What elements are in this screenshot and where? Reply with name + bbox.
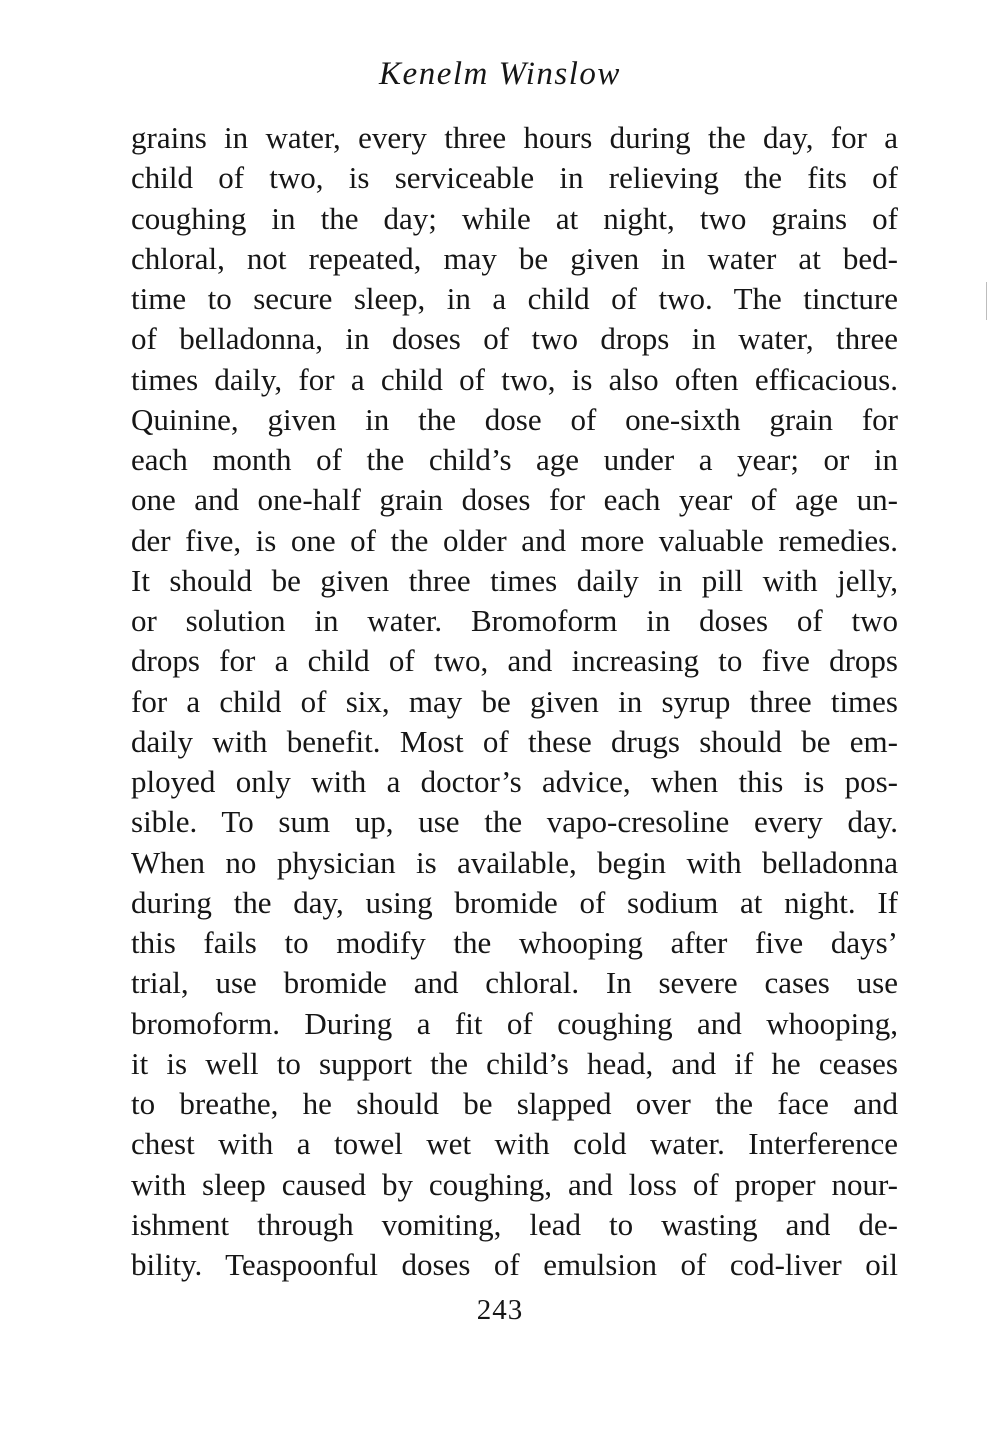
text-line: chloral, not repeated, may be given in water at bed- <box>131 240 898 276</box>
text-line: to breathe, he should be slapped over the face and <box>131 1086 898 1121</box>
body-text <box>131 118 898 1285</box>
text-line: with sleep caused by coughing, and loss of proper nour- <box>131 1166 898 1202</box>
text-line: bromoform. During a fit of coughing and whooping, <box>131 1005 898 1041</box>
text-line: during the day, using bromide of sodium at night. If <box>131 884 898 920</box>
page-number: 243 <box>476 1294 524 1326</box>
text-line: drops for a child of two, and increasing to five drops <box>131 643 898 679</box>
text-line: ishment through vomiting, lead to wasting and de- <box>131 1206 898 1242</box>
text-line: grains in water, every three hours during the day, for a <box>131 120 898 155</box>
scan-margin-mark <box>986 282 987 320</box>
text-line: for a child of six, may be given in syrup three times <box>131 683 898 719</box>
text-line: each month of the child’s age under a year; or in <box>131 442 898 477</box>
text-line: this fails to modify the whooping after five days’ <box>131 925 898 960</box>
text-line: time to secure sleep, in a child of two. The tincture <box>131 281 898 316</box>
text-line: daily with benefit. Most of these drugs should be em- <box>131 723 898 759</box>
text-line: of belladonna, in doses of two drops in water, three <box>131 321 898 357</box>
text-line: When no physician is available, begin with belladonna <box>131 844 898 880</box>
text-line: chest with a towel wet with cold water. Interference <box>131 1126 898 1162</box>
text-line: der five, is one of the older and more valuable remedies. <box>131 522 898 558</box>
text-line: one and one-half grain doses for each year of age un- <box>131 482 898 518</box>
text-line: ployed only with a doctor’s advice, when this is pos- <box>131 764 898 799</box>
text-line: or solution in water. Bromoform in doses of two <box>131 603 898 638</box>
text-line: it is well to support the child’s head, and if he ceases <box>131 1045 898 1081</box>
text-line: trial, use bromide and chloral. In severe cases use <box>131 965 898 1001</box>
text-line: child of two, is serviceable in relieving the fits of <box>131 160 898 196</box>
text-line: bility. Teaspoonful doses of emulsion of cod-liver oil <box>131 1247 898 1282</box>
text-line: times daily, for a child of two, is also often efficacious. <box>131 361 898 397</box>
running-head: Kenelm Winslow <box>379 56 621 92</box>
text-line: coughing in the day; while at night, two grains of <box>131 200 898 236</box>
text-line: It should be given three times daily in pill with jelly, <box>131 562 898 598</box>
text-line: Quinine, given in the dose of one-sixth grain for <box>131 401 898 437</box>
text-line: sible. To sum up, use the vapo-cresoline every day. <box>131 804 898 840</box>
